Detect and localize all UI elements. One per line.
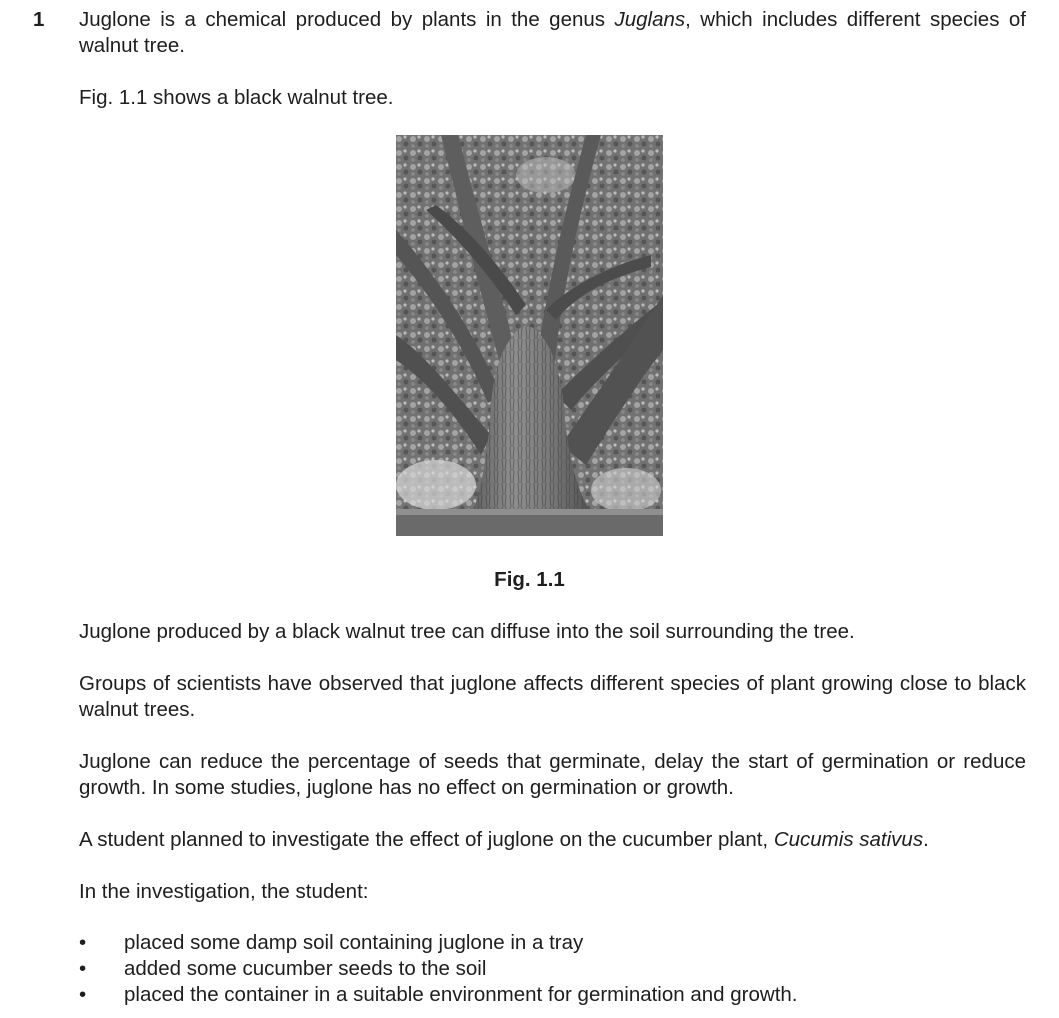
- step-text: added some cucumber seeds to the soil: [124, 957, 487, 980]
- intro-text-part1: Juglone is a chemical produced by plants in the genus: [79, 8, 615, 31]
- plan-paragraph: [79, 827, 1026, 853]
- list-item: [79, 956, 798, 982]
- diffuse-paragraph: Juglone produced by a black walnut tree can diffuse into the soil surrounding the tree.: [79, 620, 855, 643]
- figure-intro: Fig. 1.1 shows a black walnut tree.: [79, 86, 394, 109]
- bullet-icon: •: [79, 957, 87, 980]
- step-text: placed the container in a suitable environment for germination and growth.: [124, 983, 798, 1006]
- observed-paragraph: Groups of scientists have observed that juglone affects different species of plant growing close to black walnut trees.: [79, 672, 1026, 721]
- figure-caption: Fig. 1.1: [494, 568, 565, 591]
- genus-name: Juglans: [614, 8, 686, 31]
- intro-paragraph: [79, 7, 1026, 59]
- bullet-icon: •: [79, 983, 87, 1006]
- plan-text-part1: A student planned to investigate the effect of juglone on the cucumber plant,: [79, 828, 774, 851]
- walnut-tree-figure: [396, 135, 663, 536]
- bullet-icon: •: [79, 931, 87, 954]
- intro-text-part2: , which includes different species of walnut tree.: [79, 8, 1026, 57]
- question-number: 1: [33, 8, 45, 31]
- species-name: Cucumis sativus: [773, 828, 924, 851]
- effects-paragraph: Juglone can reduce the percentage of seeds that germinate, delay the start of germination or reduce growth. In some studies, juglone has no effect on germination or growth.: [79, 750, 1026, 799]
- steps-list: [79, 930, 798, 1008]
- investigation-intro: In the investigation, the student:: [79, 880, 369, 903]
- walnut-tree-photo: [396, 135, 663, 536]
- list-item: [79, 982, 798, 1008]
- plan-text-part2: .: [923, 828, 929, 851]
- list-item: [79, 930, 798, 956]
- step-text: placed some damp soil containing juglone in a tray: [124, 931, 584, 954]
